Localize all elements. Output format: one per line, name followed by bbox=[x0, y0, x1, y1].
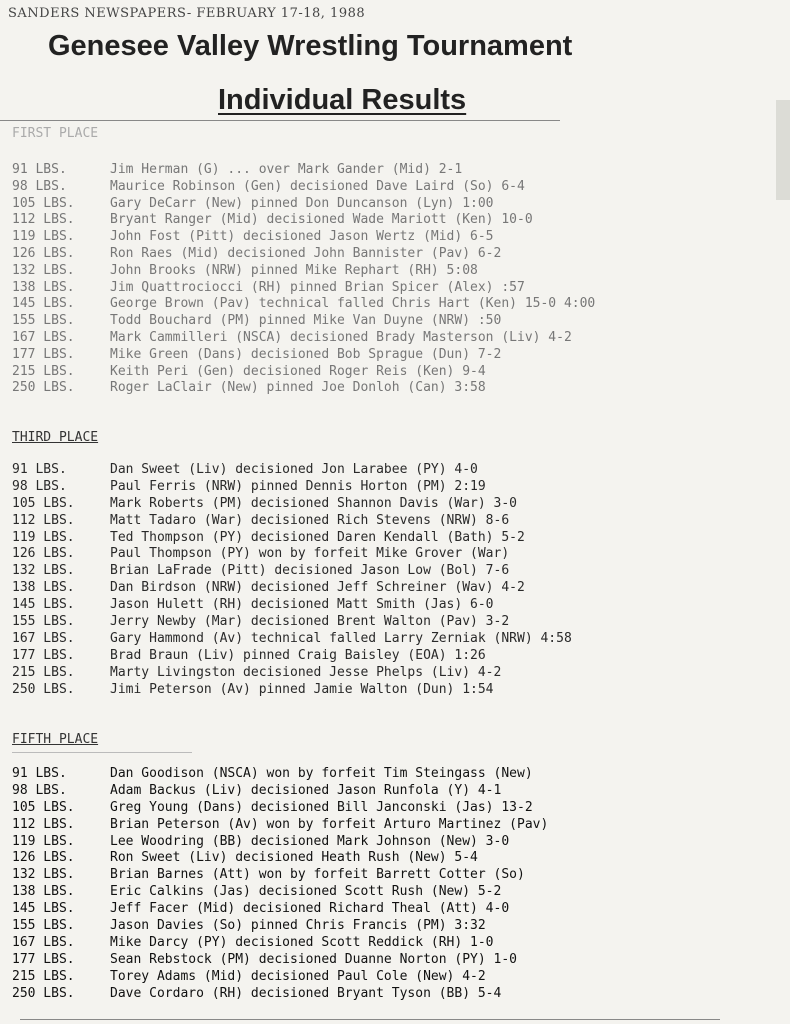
result-row bbox=[12, 296, 595, 313]
weight-class: 155 LBS. bbox=[12, 614, 75, 630]
page-title: Genesee Valley Wrestling Tournament bbox=[48, 30, 573, 62]
weight-class: 112 LBS. bbox=[12, 512, 75, 528]
result-row bbox=[12, 901, 548, 918]
weight-class: 155 LBS. bbox=[12, 313, 75, 329]
weight-class: 250 LBS. bbox=[12, 681, 75, 697]
bottom-rule bbox=[20, 1019, 720, 1020]
result-row bbox=[12, 800, 548, 817]
bout-result: Paul Thompson (PY) won by forfeit Mike Grover (War) bbox=[110, 546, 510, 562]
bout-result: Jim Quattrociocci (RH) pinned Brian Spicer (Alex) :57 bbox=[110, 279, 525, 295]
result-row bbox=[12, 179, 595, 196]
bout-result: Matt Tadaro (War) decisioned Rich Stevens (NRW) 8-6 bbox=[110, 512, 510, 528]
bout-result: Jason Hulett (RH) decisioned Matt Smith (Jas) 6-0 bbox=[110, 597, 494, 613]
result-row bbox=[12, 884, 548, 901]
weight-class: 91 LBS. bbox=[12, 162, 67, 177]
bout-result: Adam Backus (Liv) decisioned Jason Runfola (Y) 4-1 bbox=[110, 782, 502, 798]
bout-result: Maurice Robinson (Gen) decisioned Dave Laird (So) 6-4 bbox=[110, 178, 525, 194]
weight-class: 119 LBS. bbox=[12, 833, 75, 849]
weight-class: 119 LBS. bbox=[12, 529, 75, 545]
bout-result: Ron Raes (Mid) decisioned John Bannister (Pav) 6-2 bbox=[110, 245, 502, 261]
weight-class: 112 LBS. bbox=[12, 816, 75, 832]
fifth-heading-rule bbox=[12, 752, 192, 753]
result-row bbox=[12, 212, 595, 229]
bout-result: Bryant Ranger (Mid) decisioned Wade Mariott (Ken) 10-0 bbox=[110, 212, 533, 228]
result-row bbox=[12, 783, 548, 800]
fifth-place-heading: FIFTH PLACE bbox=[12, 732, 99, 747]
result-row bbox=[12, 867, 548, 884]
weight-class: 138 LBS. bbox=[12, 580, 75, 596]
weight-class: 98 LBS. bbox=[12, 478, 67, 494]
weight-class: 126 LBS. bbox=[12, 245, 75, 261]
bout-result: Mark Cammilleri (NSCA) decisioned Brady Masterson (Liv) 4-2 bbox=[110, 329, 572, 345]
weight-class: 132 LBS. bbox=[12, 262, 75, 278]
bout-result: Dan Sweet (Liv) decisioned Jon Larabee (PY) 4-0 bbox=[110, 462, 478, 477]
bout-result: Dan Goodison (NSCA) won by forfeit Tim Steingass (New) bbox=[110, 766, 533, 781]
result-row bbox=[12, 631, 572, 648]
weight-class: 250 LBS. bbox=[12, 985, 75, 1001]
bout-result: Brian Peterson (Av) won by forfeit Arturo Martinez (Pav) bbox=[110, 816, 549, 832]
weight-class: 215 LBS. bbox=[12, 363, 75, 379]
title-rule bbox=[0, 120, 560, 121]
bout-result: Greg Young (Dans) decisioned Bill Janconski (Jas) 13-2 bbox=[110, 799, 533, 815]
weight-class: 105 LBS. bbox=[12, 799, 75, 815]
bout-result: Brian LaFrade (Pitt) decisioned Jason Low (Bol) 7-6 bbox=[110, 563, 510, 579]
weight-class: 91 LBS. bbox=[12, 462, 67, 477]
bout-result: Paul Ferris (NRW) pinned Dennis Horton (PM) 2:19 bbox=[110, 478, 486, 494]
first-place-list bbox=[12, 162, 595, 397]
bout-result: Lee Woodring (BB) decisioned Mark Johnson (New) 3-0 bbox=[110, 833, 510, 849]
result-row bbox=[12, 614, 572, 631]
result-row bbox=[12, 682, 572, 699]
result-row bbox=[12, 969, 548, 986]
result-row bbox=[12, 648, 572, 665]
third-place-list bbox=[12, 462, 572, 698]
bout-result: Jeff Facer (Mid) decisioned Richard Theal (Att) 4-0 bbox=[110, 901, 510, 917]
first-place-heading: FIRST PLACE bbox=[12, 126, 99, 141]
weight-class: 177 LBS. bbox=[12, 951, 75, 967]
result-row bbox=[12, 364, 595, 381]
bout-result: Marty Livingston decisioned Jesse Phelps (Liv) 4-2 bbox=[110, 664, 502, 680]
weight-class: 215 LBS. bbox=[12, 968, 75, 984]
result-row bbox=[12, 347, 595, 364]
bout-result: Jim Herman (G) ... over Mark Gander (Mid) 2-1 bbox=[110, 162, 463, 177]
bout-result: George Brown (Pav) technical falled Chris Hart (Ken) 15-0 4:00 bbox=[110, 296, 596, 312]
result-row bbox=[12, 380, 595, 397]
result-row bbox=[12, 952, 548, 969]
bout-result: John Fost (Pitt) decisioned Jason Wertz (Mid) 6-5 bbox=[110, 229, 494, 245]
weight-class: 250 LBS. bbox=[12, 380, 75, 396]
weight-class: 167 LBS. bbox=[12, 329, 75, 345]
result-row bbox=[12, 229, 595, 246]
page-subtitle: Individual Results bbox=[218, 84, 467, 116]
bout-result: Jimi Peterson (Av) pinned Jamie Walton (Dun) 1:54 bbox=[110, 681, 494, 697]
bout-result: Dan Birdson (NRW) decisioned Jeff Schreiner (Wav) 4-2 bbox=[110, 580, 525, 596]
result-row bbox=[12, 766, 548, 783]
bout-result: Roger LaClair (New) pinned Joe Donloh (Can) 3:58 bbox=[110, 380, 486, 396]
result-row bbox=[12, 546, 572, 563]
weight-class: 145 LBS. bbox=[12, 597, 75, 613]
weight-class: 155 LBS. bbox=[12, 918, 75, 934]
bout-result: Gary Hammond (Av) technical falled Larry Zerniak (NRW) 4:58 bbox=[110, 630, 572, 646]
third-place-heading: THIRD PLACE bbox=[12, 430, 99, 445]
bout-result: Torey Adams (Mid) decisioned Paul Cole (New) 4-2 bbox=[110, 968, 486, 984]
weight-class: 98 LBS. bbox=[12, 782, 67, 798]
bout-result: Mark Roberts (PM) decisioned Shannon Davis (War) 3-0 bbox=[110, 495, 517, 511]
weight-class: 138 LBS. bbox=[12, 279, 75, 295]
result-row bbox=[12, 935, 548, 952]
weight-class: 145 LBS. bbox=[12, 901, 75, 917]
result-row bbox=[12, 530, 572, 547]
weight-class: 177 LBS. bbox=[12, 647, 75, 663]
dateline: SANDERS NEWSPAPERS- FEBRUARY 17-18, 1988 bbox=[8, 6, 366, 21]
bout-result: Brian Barnes (Att) won by forfeit Barrett Cotter (So) bbox=[110, 867, 525, 883]
result-row bbox=[12, 280, 595, 297]
result-row bbox=[12, 665, 572, 682]
result-row bbox=[12, 462, 572, 479]
bout-result: Brad Braun (Liv) pinned Craig Baisley (EOA) 1:26 bbox=[110, 647, 486, 663]
bout-result: Mike Darcy (PY) decisioned Scott Reddick (RH) 1-0 bbox=[110, 934, 494, 950]
result-row bbox=[12, 563, 572, 580]
bout-result: Gary DeCarr (New) pinned Don Duncanson (Lyn) 1:00 bbox=[110, 195, 494, 211]
bout-result: Ted Thompson (PY) decisioned Daren Kendall (Bath) 5-2 bbox=[110, 529, 525, 545]
weight-class: 119 LBS. bbox=[12, 229, 75, 245]
bout-result: Sean Rebstock (PM) decisioned Duanne Norton (PY) 1-0 bbox=[110, 951, 517, 967]
result-row bbox=[12, 850, 548, 867]
weight-class: 112 LBS. bbox=[12, 212, 75, 228]
weight-class: 91 LBS. bbox=[12, 766, 67, 781]
bout-result: Mike Green (Dans) decisioned Bob Sprague (Dun) 7-2 bbox=[110, 346, 502, 362]
result-row bbox=[12, 834, 548, 851]
weight-class: 132 LBS. bbox=[12, 867, 75, 883]
result-row bbox=[12, 817, 548, 834]
fifth-place-list bbox=[12, 766, 548, 1002]
result-row bbox=[12, 330, 595, 347]
result-row bbox=[12, 196, 595, 213]
bout-result: Dave Cordaro (RH) decisioned Bryant Tyson (BB) 5-4 bbox=[110, 985, 502, 1001]
result-row bbox=[12, 313, 595, 330]
bout-result: John Brooks (NRW) pinned Mike Rephart (RH) 5:08 bbox=[110, 262, 478, 278]
result-row bbox=[12, 263, 595, 280]
result-row bbox=[12, 496, 572, 513]
result-row bbox=[12, 597, 572, 614]
bout-result: Todd Bouchard (PM) pinned Mike Van Duyne (NRW) :50 bbox=[110, 313, 502, 329]
result-row bbox=[12, 918, 548, 935]
page-edge-shadow bbox=[776, 100, 790, 200]
weight-class: 105 LBS. bbox=[12, 495, 75, 511]
bout-result: Eric Calkins (Jas) decisioned Scott Rush (New) 5-2 bbox=[110, 884, 502, 900]
weight-class: 105 LBS. bbox=[12, 195, 75, 211]
weight-class: 145 LBS. bbox=[12, 296, 75, 312]
weight-class: 126 LBS. bbox=[12, 546, 75, 562]
weight-class: 177 LBS. bbox=[12, 346, 75, 362]
bout-result: Jason Davies (So) pinned Chris Francis (PM) 3:32 bbox=[110, 918, 486, 934]
weight-class: 126 LBS. bbox=[12, 850, 75, 866]
weight-class: 138 LBS. bbox=[12, 884, 75, 900]
result-row bbox=[12, 986, 548, 1003]
result-row bbox=[12, 479, 572, 496]
weight-class: 167 LBS. bbox=[12, 934, 75, 950]
weight-class: 98 LBS. bbox=[12, 178, 67, 194]
result-row bbox=[12, 246, 595, 263]
result-row bbox=[12, 513, 572, 530]
bout-result: Keith Peri (Gen) decisioned Roger Reis (Ken) 9-4 bbox=[110, 363, 486, 379]
bout-result: Ron Sweet (Liv) decisioned Heath Rush (New) 5-4 bbox=[110, 850, 478, 866]
result-row bbox=[12, 580, 572, 597]
bout-result: Jerry Newby (Mar) decisioned Brent Walton (Pav) 3-2 bbox=[110, 614, 510, 630]
result-row bbox=[12, 162, 595, 179]
weight-class: 215 LBS. bbox=[12, 664, 75, 680]
weight-class: 132 LBS. bbox=[12, 563, 75, 579]
weight-class: 167 LBS. bbox=[12, 630, 75, 646]
